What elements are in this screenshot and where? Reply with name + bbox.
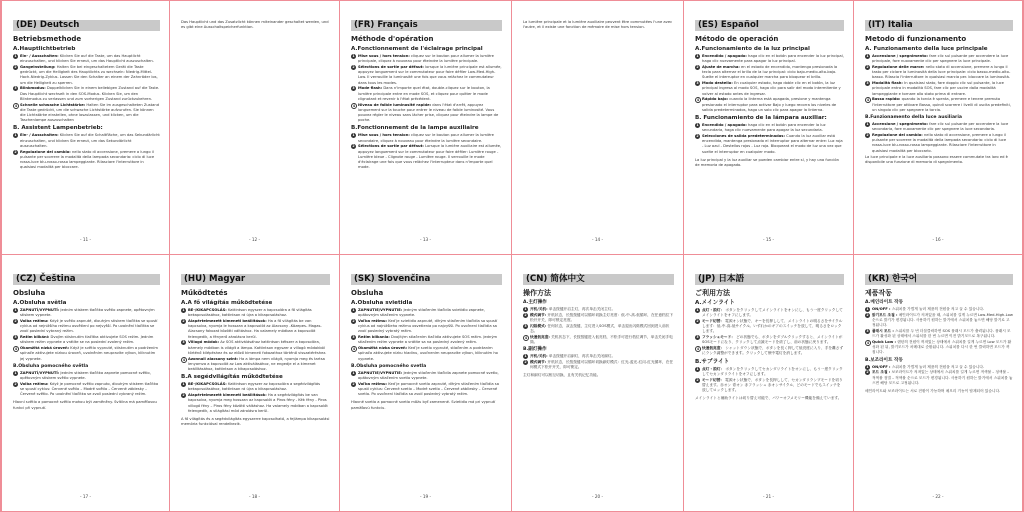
section-a-heading: A.A fő világítás működtetése xyxy=(181,300,273,306)
instruction-item: 2 Regolazione del cambio: nello stato di accensione, premere a lungo il pulsante per scorrere la modalità della lampada secondaria: ciclo di luce rossa-luce blu-rosso-rosso lampeggiante. Rilasciare l'interruttore in qualsiasi modalità per bloccare. xyxy=(14,149,155,170)
instruction-item: 2 モード切替： 電源オン状態で、ボタンを長押しして、セカンダリランプモードを切り替えます。赤オン 青オン 赤フラッシュ 赤オンサイクル、どのモードでもスイッチを放してロックします。 xyxy=(696,377,843,393)
step-4-icon: 4 xyxy=(696,347,700,352)
step-2-icon: 2 xyxy=(14,381,17,386)
section-a-heading: A.メインライト xyxy=(695,300,735,306)
continuation-text: Das Hauptlicht und das Zusatzlicht können miteinander geschaltet werden, und es gibt eine Ausschaltspeicherfunktion. xyxy=(181,20,329,30)
step-4-icon: 4 xyxy=(524,335,528,340)
page-number: - 22 - xyxy=(932,494,944,499)
instruction-item: 2 Sélections de sortie par défaut: lorsque la lumière principale est allumée, appuyez longuement sur le commutateur pour faire défiler Low-Med-High-Low. Il verrouille la luminosité une fois que vous relâchez le commutateur dans tous les modes. xyxy=(352,65,502,85)
method-heading: Metodo di funzionamento xyxy=(865,35,967,43)
step-2-icon: 2 xyxy=(14,319,17,323)
step-1-icon: 1 xyxy=(866,54,869,58)
instruction-item: 1 Ein- / Ausschalten: Klicken Sie auf die Schaltfläche, um das Sekundärlicht einzuschalten, und klicken Sie erneut, um das Sekundärlicht auszuschalten. xyxy=(14,133,160,148)
step-2-icon: 2 xyxy=(524,360,527,364)
step-2-icon: 2 xyxy=(182,319,185,323)
instruction-item: 3 フラッシュモード： どの状態でも、ボタンをダブルクリックすると、メインライトがSOSモードになり、クリックして点滅モードを終了し、前の状態に戻ります。 xyxy=(696,335,843,345)
step-3-icon: 3 xyxy=(352,335,355,340)
instruction-item: 1 ZAPNUTÍ/VYPNUTÍ: Jedním stiskem tlačítka zapnete pomocné světlo, opětovným stiskem světlo vypnete. xyxy=(14,370,151,381)
section-b-heading: B.Obsluha pomocného svetla xyxy=(351,363,427,369)
step-3-icon: 3 xyxy=(866,329,869,333)
section-a-heading: A.Hauptlichtbetrieb xyxy=(13,46,76,52)
instruction-item: 2 Regolazione del cambio: nello stato di accensione, premere a lungo il pulsante per scorrere la modalità della lampada secondaria: ciclo di luce rossa-luce blu-rosso-rosso lampeggiante. Rilasciare l'interruttore in qualsiasi modalità per bloccarlo. xyxy=(866,133,1007,153)
instruction-item: 3 Režim blikania: Dvojitým stlačením tlačidla aktivujete SOS režim. Jedným stlačením režim vypnete a vrátite sa na posledný zvolený režim. xyxy=(352,335,498,345)
step-1-icon: 1 xyxy=(696,366,699,371)
language-title: (JP) 日本語 xyxy=(695,274,844,285)
instruction-item: 1 Mise sous / hors tension: cliquez sur le bouton pour allumer la lumière principale, cliquez à nouveau pour éteindre la lumière principale. xyxy=(352,54,494,64)
instruction-item: 1 ON/OFF : 스위치를 가볍게 눌러 제품의 전원을 켜고 끌 수 있습니다. xyxy=(866,364,985,369)
step-3-icon: 3 xyxy=(352,86,355,91)
step-2-icon: 2 xyxy=(524,312,527,317)
instruction-item: 1 BE-/KIKAPCSOLÁS: Kattintson egyszer a kapcsolóra a fő világítás bekapcsolásához, kattintson rá újra a kikapcsoláshoz. xyxy=(182,308,312,318)
step-1-icon: 1 xyxy=(696,54,699,58)
page-number: - 15 - xyxy=(762,237,774,242)
step-1-icon: 1 xyxy=(14,133,17,138)
footer-note: La luce principale e la luce ausiliaria possono essere commutate tra loro ed è disponibile una funzione di memoria di spegnimento. xyxy=(865,154,1008,165)
instruction-item: 3 플래시 모드 : 스위치를 두 번 더블클릭하면 SOS 플래시 모드가 출력됩니다. 플래시 모드가 활성화 된 상태에서 스위치를 한 번 누르면 이전 밝기모드로 복구됩니다. xyxy=(866,329,1011,339)
step-1-icon: 1 xyxy=(352,308,355,312)
instruction-item: 2 Voľba režimu: Keď je pomocné svetlo zapnuté, dlhým stlačením tlačidla sa spustí cyklus: Červené svetlo – Modré svetlo – Červené zábllesky – Červené svetlo. Po uvoľnení tlačidla sa zvolí posledný vybratý režim. xyxy=(352,381,499,397)
step-1-icon: 1 xyxy=(14,370,17,375)
step-3-icon: 3 xyxy=(696,335,699,340)
step-2-icon: 2 xyxy=(352,319,355,323)
section-b-heading: B. Funcionamiento de la lámpara auxiliar: xyxy=(695,115,827,122)
method-heading: Obsluha xyxy=(13,289,46,297)
language-title: (CZ) Čeština xyxy=(13,274,160,285)
page-number: - 20 - xyxy=(591,494,603,499)
manual-page-fr xyxy=(340,0,512,255)
section-a-heading: A.Fonctionnement de l'éclairage principal xyxy=(351,46,483,52)
footer-note: メインライトと補助ライトは切り替え可能で、パワーオフメモリー機能を備えています。 xyxy=(695,396,842,401)
step-2-icon: 2 xyxy=(696,377,699,382)
manual-page-de-continued xyxy=(170,0,340,255)
method-heading: Működtetés xyxy=(181,289,228,297)
section-a-heading: A.主灯操作 xyxy=(523,300,547,305)
section-b-heading: B.Fonctionnement de la lampe auxiliaire xyxy=(351,125,479,132)
step-3-icon: 3 xyxy=(182,340,185,345)
footer-note: 主灯和副灯可以相互切换，且有关机记忆功能。 xyxy=(523,373,601,378)
step-1-icon: 1 xyxy=(524,354,527,359)
step-3-icon: 3 xyxy=(14,86,17,91)
manual-page-de xyxy=(0,0,170,255)
manual-page-kr xyxy=(854,255,1024,512)
step-1-icon: 1 xyxy=(866,364,869,369)
step-1-icon: 1 xyxy=(524,307,527,311)
instruction-item: 4 快速低亮度： シャットダウン状態で、ボタンを長く押して低亮度に入り、手を離さずにランク調整ができます。クリックして懐中電灯を消します。 xyxy=(696,346,844,356)
manual-page-it xyxy=(854,0,1024,255)
language-title: (SK) Slovenčina xyxy=(351,274,502,285)
step-1-icon: 1 xyxy=(14,54,17,58)
instruction-item: 4 Quick Low : 랜턴의 전원이 꺼져있는 상태에서 스위치를 길게 누르면 Low 모드가 활성화 된 뒤, 밝기모드가 차례대로 순환됩니다. 스위치를 다시 한 번 클릭하면 모드가 꺼집니다. xyxy=(866,340,1012,355)
step-2-icon: 2 xyxy=(182,393,185,398)
section-b-heading: B. Assistent Lampenbetrieb: xyxy=(13,125,103,132)
instruction-item: 1 点灯・消灯： ボタンをクリックしてメインライトをオンにし、もう一度クリックしてメインライトをオフにします。 xyxy=(696,308,843,318)
step-2-icon: 2 xyxy=(866,65,869,69)
section-a-heading: A.메인라이트 작동 xyxy=(865,300,904,305)
manual-page-cz xyxy=(0,255,170,512)
step-2-icon: 2 xyxy=(14,149,17,154)
page-number: - 18 - xyxy=(248,494,260,499)
language-title: (CN) 简体中文 xyxy=(523,274,674,285)
step-3-icon: 3 xyxy=(14,335,17,340)
footer-note: 메인라이트와 보조라이트는 서로 전환이 가능하며 메모리 기능이 탑재되어 있습니다. xyxy=(865,389,1001,394)
section-a-heading: A.Obsluha svietidla xyxy=(351,300,413,306)
footer-note: Hlavní světlo a pomocné světlo mohou být zaměněny. Svítilna má paměťovou funkci při vypnutí. xyxy=(13,400,157,410)
page-number: - 17 - xyxy=(79,494,91,499)
instruction-item: 4 Niveau de faible luminosité rapide: dans l'état d'arrêt, appuyez longuement sur la touche pour entrer le niveau de faible luminosité. Vous pouvez régler le niveau sans lâcher prise, cliquez pour éteindre la lampe de poche. xyxy=(352,102,499,123)
step-4-icon: 4 xyxy=(352,347,356,352)
step-2-icon: 2 xyxy=(352,381,355,386)
method-heading: ご利用方法 xyxy=(695,289,730,297)
page-number: - 12 - xyxy=(248,237,260,242)
step-3-icon: 3 xyxy=(696,81,699,86)
step-4-icon: 4 xyxy=(14,347,18,352)
manual-page-jp xyxy=(684,255,854,512)
step-1-icon: 1 xyxy=(866,307,869,311)
section-b-heading: B.Obsluha pomocného světla xyxy=(13,363,89,369)
step-1-icon: 1 xyxy=(352,370,355,375)
instruction-item: 1 Encendido / apagado: haga clic en el botón para encender la luz principal, haga clic nuevamente para apagar la luz principal. xyxy=(696,54,844,64)
step-1-icon: 1 xyxy=(696,308,699,312)
page-number: - 14 - xyxy=(591,237,603,242)
instruction-item: 4 Azonnali alacsony szint: Ha a lámpa nem világít, nyomja meg és tartsa lenyomva a kapcsolót az Low aktiválásához, ne engedje el a kimenet beállításához, kattintson a kikapcsoláshoz. xyxy=(182,356,325,372)
page-number: - 16 - xyxy=(932,237,944,242)
step-2-icon: 2 xyxy=(866,370,869,375)
footer-note: A fő világítás és a segédvilágítás egyszerre kapcsolható, a fejlámpa kikapcsolási memória funkcióval rendelkezik. xyxy=(181,417,330,427)
instruction-item: 2 Volba režimu: Když je světlo zapnuté, dlouhým stiskem tlačítka se spustí cyklus od nejnižšího režimu osvětlení po nejvyšší. Po uvolnění tlačítka se zvolí poslední vybraný režim. xyxy=(14,319,158,334)
instruction-item: 4 Okamžitá nízká úroveň: Když je světlo vypnuté, stisknutím a podržením spínače aktivujete nízkou úroveň, uvolněním neupravíte výkon, kliknutím jej vypnete. xyxy=(14,346,158,361)
instruction-item: 1 Mise sous / hors tension: cliquez sur le bouton pour allumer la lumière secondaire, cliquez à nouveau pour éteindre la lumière secondaire. xyxy=(352,133,494,143)
method-heading: Méthode d'opération xyxy=(351,35,434,43)
footer-note: Hlavné svetlo a pomocné svetlo môžu byť zamenené. Svietidlo má pri vypnutí pamäťovú funkciu. xyxy=(351,400,496,410)
step-4-icon: 4 xyxy=(352,103,356,108)
manual-page-es xyxy=(684,0,854,255)
continuation-text: La lumière principale et la lumière auxiliaire peuvent être commutées l'une avec l'autre, et il existe une fonction de mémoire de mise hors tension. xyxy=(523,20,673,30)
instruction-item: 3 Mode flash: Dans n'importe quel état, double-cliquez sur le bouton, la lumière principale entre en mode SOS, et cliquez pour quitter le mode clignotant et revenir à l'état précédent. xyxy=(352,86,490,101)
step-1-icon: 1 xyxy=(696,123,699,128)
instruction-item: 3 Režim blikání: Dvojím stisknutím tlačítka aktivujete SOS režim. Jedním stiskem režim vypnete a vrátíte se na poslední zvolený režim. xyxy=(14,335,154,345)
instruction-item: 4 Rápido bajo: cuando la linterna está apagada, presione y mantenga presionado el interruptor para activar Bajo y luego recorra los niveles de salida predeterminados, haga un solo clic para apagar la linterna. xyxy=(696,97,837,112)
instruction-item: 2 밝기모드 조절 : 메인라이트가 켜져있을 때, 스위치를 길게 누르면 Low-Med-High-Low 순으로 밝기가 변경됩니다. 사용하기 원하는 밝기에서 스위치를 놓으면 해당 밝기로 고정됩니다. xyxy=(866,312,1013,328)
instruction-item: 1 开机/关机: 单击按键开启副灯，再次单击关闭副灯。 xyxy=(524,354,616,359)
manual-page-cn xyxy=(512,255,684,512)
instruction-item: 2 Gangeinstellung: Halten Sie bei eingeschaltetem Gerät die Taste gedrückt, um die Helligkeit des Hauptlichts zu wechseln: Niedrig-Mittel-Hoch-Niedrig-Zyklus. Lassen Sie den Schalter an einem der Zahnräder los, um die Helligkeit zu sperren. xyxy=(14,65,158,85)
instruction-item: 1 Ein- / Ausschalten: Klicken Sie auf die Taste, um das Hauptlicht einzuschalten, und klicken Sie erneut, um das Hauptlicht auszuschalten. xyxy=(14,54,154,64)
page-number: - 11 - xyxy=(79,237,91,242)
step-2-icon: 2 xyxy=(352,144,355,149)
manual-page-fr-continued xyxy=(512,0,684,255)
step-4-icon: 4 xyxy=(696,98,700,103)
instruction-item: 4 快速低亮度: 关机状态下，长按按键进入低亮档，不松手可进行档位调节，单击关闭手电筒。 xyxy=(524,334,673,344)
instruction-item: 3 Villogó módok: Az SOS aktiválásához kattintson kétszer a kapcsolóra, bármely módban is világít a lámpa. Kattintson egyszer a villogó módokból történő kilépéshez és az előző kimeneti fokozathoz történő visszatéréshez. xyxy=(182,340,327,355)
instruction-item: 1 点灯・消灯： ボタンをクリックしてセカンダリライトをオンにし、もう一度クリックしてセカンダリライトをオフにします。 xyxy=(696,366,843,376)
instruction-item: 1 Accensione / spegnimento: fare clic sul pulsante per accendere la luce principale, fare nuovamente clic per spegnere la luce principale. xyxy=(866,54,1009,64)
footer-note: La luz principal y la luz auxiliar se pueden cambiar entre sí, y hay una función de memoria de apagado. xyxy=(695,157,839,168)
page-number: - 21 - xyxy=(762,494,774,499)
step-2-icon: 2 xyxy=(352,65,355,69)
instruction-item: 2 모드 조절 : 보조라이트가 켜져있는 상태에서 스위치를 길게 누르면 적색불 – 청색불 – 적색불 점멸 – 적색불 순으로 모드가 변경됩니다. 사용하기 원하는 밝기에서 스위치를 놓으면 해당 모드로 고정됩니다. xyxy=(866,370,1013,385)
step-4-icon: 4 xyxy=(866,98,870,103)
instruction-item: 1 BE-/KIKAPCSOLÁS: Kattintson egyszer az kapcsolóra a segédvilágítás bekapcsolásához, kattintson rá újra a kikapcsoláshoz. xyxy=(182,382,321,392)
instruction-item: 2 Alapértelmezett kimeneti beállítások: Ha a segédvilágítás be van kapcsolva, nyomja meg hosszan az kapcsolót a Piros fény - Kék fény - Piros villogó fény – Piros fény közötti váltáshoz. Ha valamely módban a kapcsolót felengedik, a világítási mód zárolásra kerül. xyxy=(182,393,328,413)
section-b-heading: B.보조라이트 작동 xyxy=(865,357,903,363)
section-b-heading: B.Funzionamento della luce ausiliaria xyxy=(865,115,962,121)
instruction-item: 4 Basso rapido: quando la torcia è spenta, premere e tenere premuto l'interruttore per attivare Basso, quindi scorrere i livelli di uscita predefiniti, un singolo clic per spegnere la torcia. xyxy=(866,97,1011,112)
instruction-item: 4 Schnelle schwache Lichtstärke: Halten Sie im ausgeschalteten Zustand die Taste gedrückt, um die schwache Lichtstärke aufzurufen. Sie können die Lichtstärke einstellen, ohne loszulassen, und klicken, um die Taschenlampe auszuschalten xyxy=(14,102,160,123)
instruction-item: 3 闪烁模式: 任何状态，双击按键，主灯进入SOS模式，单击退出闪烁模式回到进入前状态。 xyxy=(524,323,670,333)
instruction-item: 2 Ajuste de marcha: en el estado de encendido, mantenga presionada la tecla para alternar el brillo de la luz principal: ciclo bajo-medio-alto-bajo. Suelte el interruptor en cualquier marcha para bloquear el brillo. xyxy=(696,65,838,80)
instruction-item: 2 Alapértelmezett kimeneti beállítások: Ha a fő világítás be van kapcsolva, nyomja le hosszan a kapcsolót az Alacsony -Közepes- Magas-Alacsony fokozat közötti váltáshoz. Ha valamely módban a kapcsolót felengedik, a fényerő zárolásra kerül. xyxy=(182,319,322,339)
instruction-item: 1 开机/关机: 单击按键开启主灯，再次单击关闭主灯。 xyxy=(524,307,616,311)
step-1-icon: 1 xyxy=(182,382,185,387)
manual-page-sk xyxy=(340,255,512,512)
step-4-icon: 4 xyxy=(182,357,186,362)
step-4-icon: 4 xyxy=(14,103,18,108)
instruction-item: 1 ON/OFF : 스위치를 가볍게 눌러 제품의 전원을 켜고 끌 수 있습니다. xyxy=(866,307,985,311)
instruction-item: 2 Regolazione delle marce: nello stato di accensione, premere a lungo il tasto per ciclare la luminosità della luce principale: ciclo basso-medio-alto-basso. Rilascia l'interruttore in qualsiasi marcia per. bloccare la luminosità. xyxy=(866,65,1011,80)
language-title: (ES) Español xyxy=(695,20,844,31)
language-title: (FR) Français xyxy=(351,20,502,31)
instruction-item: 2 Voľba režimu: Keď je svietidlo zapnuté, dlhým stlačením tlačidla sa spustí cyklus od najnižšieho režimu osvetlenia po najvyšší. Po uvoľnení tlačidla sa zvolí posledný vybratý režim. xyxy=(352,319,498,334)
instruction-item: 1 ZAPNUTIE/VYPNUTIE: Jedným stlačením tlačidla svietidlo zapnete, opätovným stlačením vypnete. xyxy=(352,308,485,318)
instruction-item: 3 Modalità flash: In qualsiasi stato, fare doppio clic sul pulsante, la luce principale entra in modalità SOS, fare clic per uscire dalla modalità lampeggiante e tornare allo stato prima di entrare. xyxy=(866,81,1004,96)
instruction-item: 2 模式调节: 开机状态，长按按键可以循环切换主灯亮度：低-中-高-低循环，在任意档位下松开开关，即可锁定亮度。 xyxy=(524,312,674,322)
method-heading: Obsluha xyxy=(351,289,384,297)
method-heading: Betriebsmethode xyxy=(13,35,82,43)
method-heading: Método de operación xyxy=(695,35,779,43)
step-1-icon: 1 xyxy=(866,122,869,127)
method-heading: 操作方法 xyxy=(523,289,551,297)
page-number: - 19 - xyxy=(419,494,431,499)
instruction-item: 2 モード切替： 電源オン状態で、キーを長押しして、メインライトの明るさをサイクルします：低-中-高-低サイクル。いずれかのギアのスイッチを放して、明るさをロックします。 xyxy=(696,319,843,334)
step-2-icon: 2 xyxy=(696,134,699,139)
section-a-heading: A.Funcionamiento de la luz principal xyxy=(695,46,810,52)
section-a-heading: A.Obsluha světla xyxy=(13,300,67,306)
language-title: (HU) Magyar xyxy=(181,274,330,285)
step-1-icon: 1 xyxy=(182,308,185,312)
instruction-item: 1 Encendido / apagado: haga clic en el botón para encender la luz secundaria, haga clic nuevamente para apagar la luz secundaria. xyxy=(696,123,826,133)
method-heading: 제품작동 xyxy=(865,289,893,297)
instruction-item: 2 Selecciones de salida predeterminadas: Cuando la luz auxiliar está encendida, mantenga presionado el interruptor para alternar entre: Luz roja - Luz azul - Destellos rojos - Luz roja. Bloqueará el modo de luz una vez que suelte el interruptor en cualquier modo. xyxy=(696,134,843,154)
instruction-item: 4 Okamžitá nízka úroveň: Keď je svetlo vypnuté, stlačením a podržaním spínača aktivujete nízku hladinu, uvoľnením neupravíte výkon, kliknutím ho vypnete. xyxy=(352,346,498,361)
instruction-item: 3 Modo destello: En cualquier estado, haga doble clic en el botón, la luz principal ingresa al modo SOS, haga clic para salir del modo intermitente y volver al estado antes de ingresar. xyxy=(696,81,841,96)
step-1-icon: 1 xyxy=(352,133,355,138)
instruction-item: 1 ZAPNUTIE/VYPNUTIE: Jedným stlačením tlačidla zapnete pomocné svetlo, opätovným stlačením svetlo vypnete. xyxy=(352,370,499,381)
step-2-icon: 2 xyxy=(14,65,17,69)
step-2-icon: 2 xyxy=(866,312,869,317)
step-4-icon: 4 xyxy=(866,341,870,345)
language-title: (DE) Deutsch xyxy=(13,20,160,31)
instruction-item: 3 Blinkmodus: Doppelklicken Sie in einem beliebigen Zustand auf die Taste. Das Hauptlicht wechselt in den SOS-Modus. Klicken Sie, um den Blinkmodus zu verlassen und zum vorherigen Zustand zurückzukehren. xyxy=(14,86,160,101)
step-2-icon: 2 xyxy=(866,133,869,138)
instruction-item: 2 Volba režimu: Když je pomocné světlo zapnuto, dlouhým stiskem tlačítka se spustí cyklus: Červené světlo – Modré světlo – Červené záblesky – Červené světlo. Po uvolnění tlačítka se zvolí poslední vybraný režim. xyxy=(14,381,159,397)
instruction-item: 1 Accensione / spegnimento: fare clic sul pulsante per accendere la luce secondaria, fare nuovamente clic per spegnere la luce secondaria. xyxy=(866,122,1009,132)
section-b-heading: B.サブライト xyxy=(695,358,730,365)
section-a-heading: A. Funzionamento della luce principale xyxy=(865,46,988,52)
manual-page-hu xyxy=(170,255,340,512)
language-title: (KR) 한국어 xyxy=(865,274,1013,285)
step-2-icon: 2 xyxy=(696,319,699,323)
instruction-item: 2 模式调节: 开机状态，长按按键可以循环切换副灯模式：红光-蓝光-红闪-红光循环，在任何模式下松开开关，即可锁定。 xyxy=(524,360,674,370)
language-title: (IT) Italia xyxy=(865,20,1013,31)
step-1-icon: 1 xyxy=(352,54,355,58)
section-b-heading: B.A segédvilágítás működtetése xyxy=(181,374,283,381)
step-3-icon: 3 xyxy=(866,81,869,86)
step-2-icon: 2 xyxy=(696,65,699,69)
page-number: - 13 - xyxy=(419,237,431,242)
instruction-item: 2 Sélections de sortie par défaut: Lorsque la lumière auxiliaire est allumée, appuyez longuement sur le commutateur pour faire défiler: Lumière rouge - Lumière bleue - Clignote rouge - Lumière rouge. Il verrouille le mode d'éclairage une fois que vous relâchez l'interrupteur dans n'importe quel mode. xyxy=(352,144,502,170)
step-3-icon: 3 xyxy=(524,323,527,328)
instruction-item: 1 ZAPNUTÍ/VYPNUTÍ: Jedním stiskem tlačítka světlo zapnete, opětovným stiskem vypnete. xyxy=(14,308,155,318)
section-b-heading: B.副灯操作 xyxy=(523,347,547,353)
step-1-icon: 1 xyxy=(14,308,17,312)
